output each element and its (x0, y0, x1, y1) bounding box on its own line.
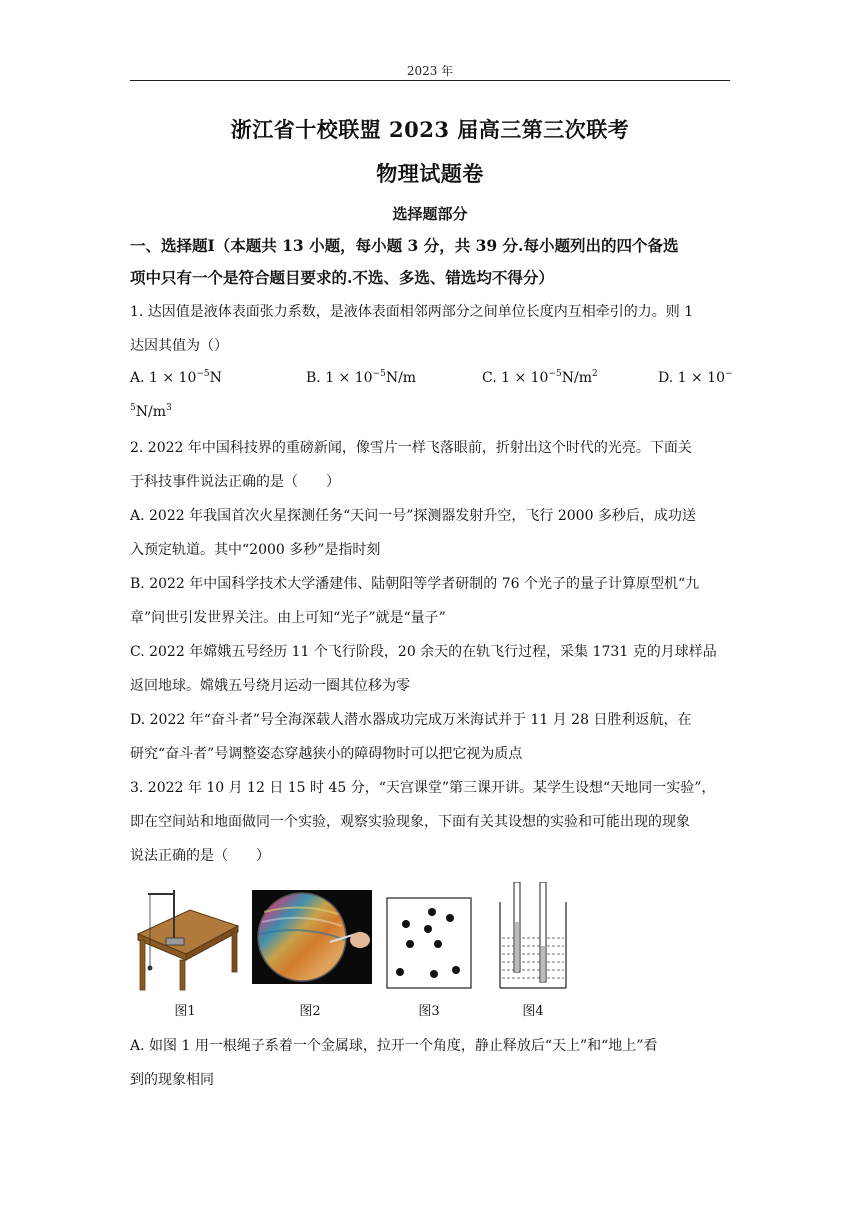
q1-option-d (658, 370, 733, 386)
q3-stem-line3: 说法正确的是（ ） (130, 848, 270, 864)
figure-3-particles (386, 882, 472, 992)
q1-option-a-exp: −5 (196, 369, 210, 379)
exam-subject: 物理试题卷 (376, 161, 484, 186)
figure-4-caption: 图4 (522, 1004, 544, 1019)
section-heading-line1: 一、选择题Ⅰ（本题共 13 小题，每小题 3 分，共 39 分.每小题列出的四个备选 (130, 236, 679, 255)
q2-option-d-line2: 研究“奋斗者”号调整姿态穿越狭小的障碍物时可以把它视为质点 (130, 746, 523, 762)
q1-option-d-exp: − (724, 369, 733, 379)
figure-1-pendulum-table (130, 882, 240, 992)
q2-stem-line2: 于科技事件说法正确的是（ ） (130, 474, 340, 490)
q1-option-c-exp: −5 (548, 369, 562, 379)
q1-stem-line2: 达因其值为（） (130, 338, 228, 354)
q1-option-d-base: D. 1 × 10 (658, 370, 725, 386)
part-heading: 选择题部分 (392, 205, 468, 223)
q1-option-b-exp: −5 (372, 369, 386, 379)
q1-option-b-base: B. 1 × 10 (306, 370, 373, 386)
figure-4-capillary-tubes (496, 882, 570, 992)
q3-stem-line2: 即在空间站和地面做同一个实验，观察实验现象，下面有关其设想的实验和可能出现的现象 (130, 814, 690, 830)
q3-option-a-line2: 到的现象相同 (130, 1072, 214, 1088)
q1-option-d-exp-wrap: 5 (130, 403, 136, 413)
q1-option-d-wrap (130, 404, 172, 420)
q2-option-b-line2: 章”问世引发世界关注。由上可知“光子”就是“量子” (130, 610, 446, 626)
q1-option-b-unit: N/m (385, 370, 417, 386)
section-heading-line2: 项中只有一个是符合题目要求的.不选、多选、错选均不得分） (130, 268, 554, 287)
q3-stem-line1: 3. 2022 年 10 月 12 日 15 时 45 分，“天宫课堂”第三课开讲。某学生设想“天地同一实验”， (130, 780, 716, 796)
q1-option-a (130, 370, 222, 386)
q2-stem-line1: 2. 2022 年中国科技界的重磅新闻，像雪片一样飞落眼前，折射出这个时代的光亮。下面关 (130, 440, 692, 456)
figure-1-caption: 图1 (174, 1004, 196, 1019)
q1-option-a-base: A. 1 × 10 (130, 370, 197, 386)
q1-option-c-base: C. 1 × 10 (482, 370, 549, 386)
q2-option-c-line2: 返回地球。嫦娥五号绕月运动一圈其位移为零 (130, 678, 410, 694)
q1-option-d-unit-exp: 3 (165, 403, 172, 413)
q1-option-c-unit-exp: 2 (592, 369, 598, 379)
q2-option-a-line1: A. 2022 年我国首次火星探测任务“天问一号”探测器发射升空，飞行 2000 多秒后，成功送 (130, 508, 696, 524)
q1-option-c-unit: N/m (561, 370, 592, 386)
q2-option-c-line1: C. 2022 年嫦娥五号经历 11 个飞行阶段，20 余天的在轨飞行过程，采集 1731 克的月球样品 (130, 644, 717, 660)
figure-3-caption: 图3 (418, 1004, 440, 1019)
q3-option-a-line1: A. 如图 1 用一根绳子系着一个金属球，拉开一个角度，静止释放后“天上”和“地上”看 (130, 1038, 658, 1054)
exam-title: 浙江省十校联盟 2023 届高三第三次联考 (230, 117, 630, 142)
q2-option-d-line1: D. 2022 年“奋斗者”号全海深载人潜水器成功完成万米海试并于 11 月 28 日胜利返航，在 (130, 712, 692, 728)
figure-2-soap-film (252, 882, 372, 992)
page-header: 2023 年 (406, 64, 454, 78)
q1-stem-line1: 1. 达因值是液体表面张力系数，是液体表面相邻两部分之间单位长度内互相牵引的力。则 1 (130, 304, 694, 320)
q1-option-d-unit: N/m (135, 404, 166, 420)
q1-option-a-unit: N (209, 370, 222, 386)
q1-option-c (482, 370, 598, 386)
q1-option-b (306, 370, 416, 386)
header-divider (130, 80, 730, 81)
figure-2-caption: 图2 (299, 1004, 321, 1019)
q2-option-b-line1: B. 2022 年中国科学技术大学潘建伟、陆朝阳等学者研制的 76 个光子的量子计算原型机“九 (130, 576, 700, 592)
q2-option-a-line2: 入预定轨道。其中“2000 多秒”是指时刻 (130, 542, 381, 558)
